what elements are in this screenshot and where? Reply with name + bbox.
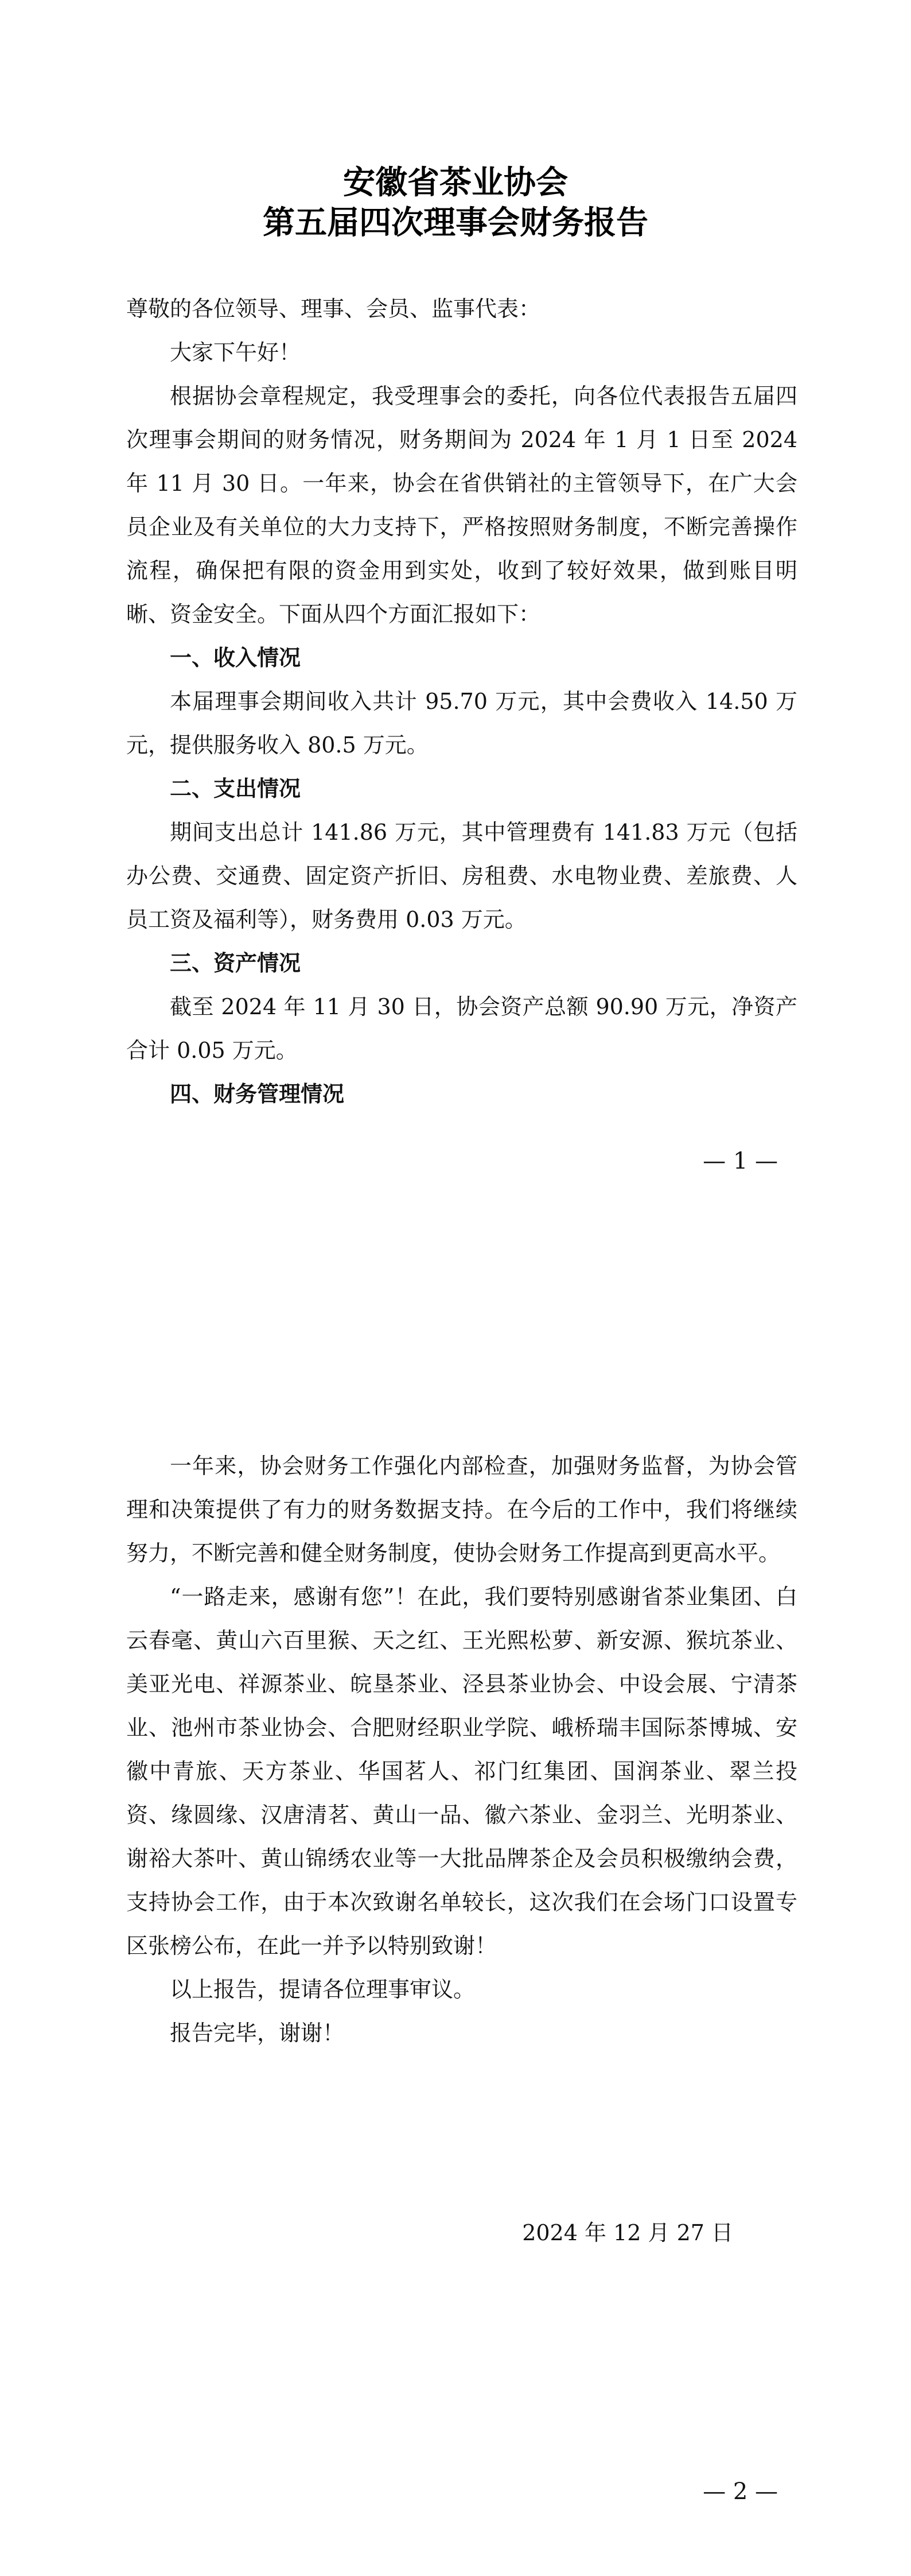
section-heading-expenditure: 二、支出情况	[170, 776, 301, 801]
page-number-2: — 2 —	[703, 2478, 778, 2505]
financial-management-paragraph: 一年来，协会财务工作强化内部检查，加强财务监督，为协会管理和决策提供了有力的财务数据支持。在今后的工作中，我们将继续努力，不断完善和健全财务制度，使协会财务工作提高到更高水平。	[126, 1453, 797, 1566]
review-request: 以上报告，提请各位理事审议。	[170, 1977, 476, 2002]
page-1-body	[126, 287, 797, 1116]
section-heading-assets: 三、资产情况	[170, 951, 301, 976]
document-title-line1: 安徽省茶业协会	[343, 164, 568, 201]
section-heading-financial-management: 四、财务管理情况	[170, 1081, 345, 1107]
page-2-body	[126, 1444, 797, 2055]
section-text-income: 本届理事会期间收入共计 95.70 万元，其中会费收入 14.50 万元，提供服务收入 80.5 万元。	[126, 689, 797, 758]
section-heading-income: 一、收入情况	[170, 645, 301, 670]
salutation: 尊敬的各位领导、理事、会员、监事代表：	[126, 296, 541, 321]
greeting: 大家下午好！	[170, 340, 301, 365]
closing-remark: 报告完毕，谢谢！	[170, 2020, 345, 2046]
acknowledgement-paragraph: “一路走来，感谢有您”！在此，我们要特别感谢省茶业集团、白云春毫、黄山六百里猴、天之红、王光熙松萝、新安源、猴坑茶业、美亚光电、祥源茶业、皖垦茶业、泾县茶业协会、中设会展、宁清茶业、池州市茶业协会、合肥财经职业学院、峨桥瑞丰国际茶博城、安徽中青旅、天方茶业、华国茗人、祁门红集团、国润茶业、翠兰投资、缘圆缘、汉唐清茗、黄山一品、徽六茶业、金羽兰、光明茶业、谢裕大茶叶、黄山锦绣农业等一大批品牌茶企及会员积极缴纳会费，支持协会工作，由于本次致谢名单较长，这次我们在会场门口设置专区张榜公布，在此一并予以特别致谢！	[126, 1584, 797, 1958]
report-date: 2024 年 12 月 27 日	[522, 2220, 733, 2245]
document-title-line2: 第五届四次理事会财务报告	[263, 204, 648, 242]
page-number-1: — 1 —	[703, 1148, 778, 1174]
section-text-assets: 截至 2024 年 11 月 30 日，协会资产总额 90.90 万元，净资产合计 0.05 万元。	[126, 994, 797, 1063]
intro-paragraph: 根据协会章程规定，我受理事会的委托，向各位代表报告五届四次理事会期间的财务情况，财务期间为 2024 年 1 月 1 日至 2024 年 11 月 30 日。一年来，协会在省供销社的主管领导下，在广大会员企业及有关单位的大力支持下，严格按照财务制度，不断完善操作流程，确保把有限的资金用到实处，收到了较好效果，做到账目明晰、资金安全。下面从四个方面汇报如下：	[126, 383, 797, 627]
section-text-expenditure: 期间支出总计 141.86 万元，其中管理费有 141.83 万元（包括办公费、交通费、固定资产折旧、房租费、水电物业费、差旅费、人员工资及福利等），财务费用 0.03 万元。	[126, 820, 797, 932]
